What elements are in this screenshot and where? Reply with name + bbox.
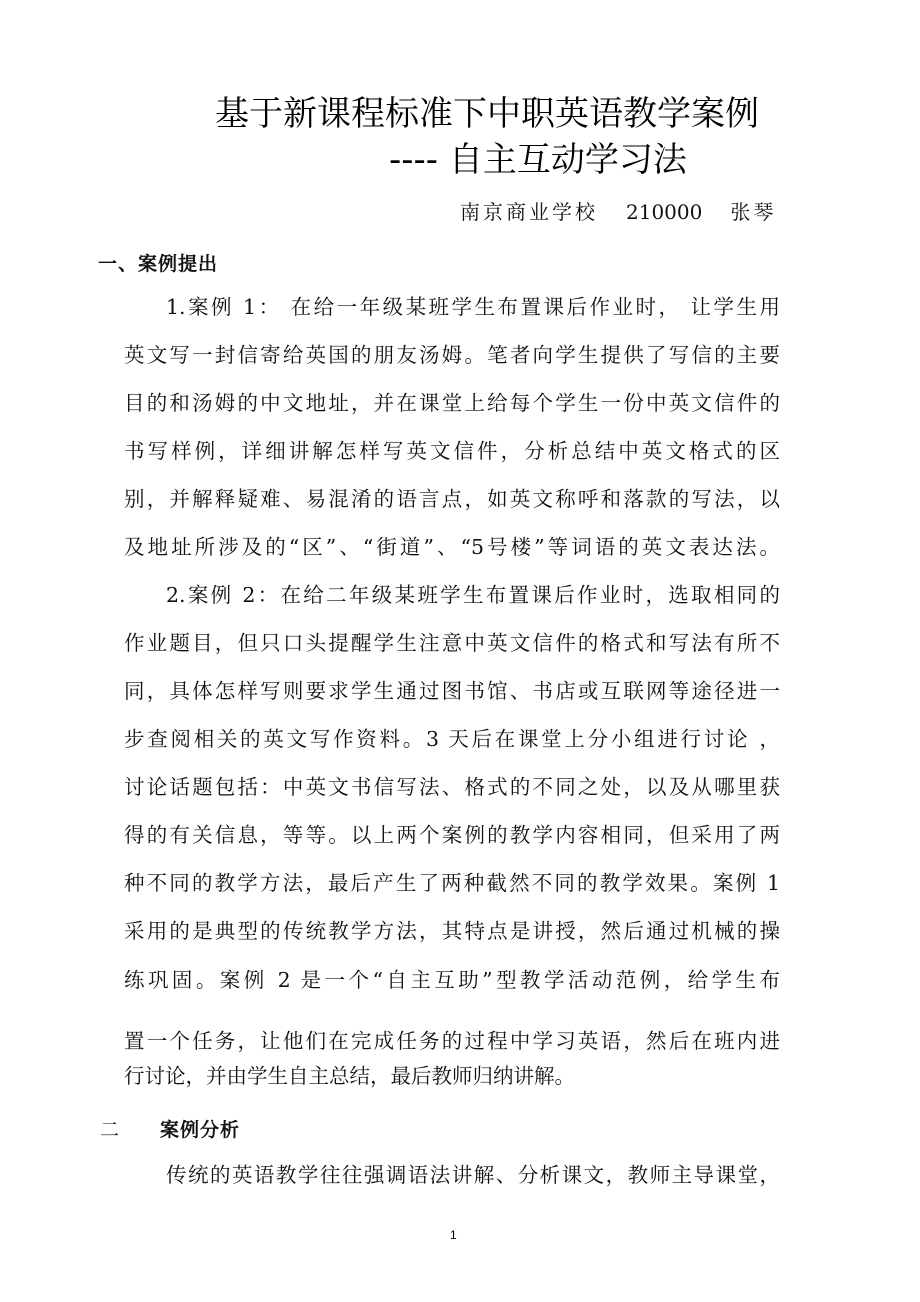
- paragraph-line: 讨论话题包括：中英文书信写法、格式的不同之处，以及从哪里获: [124, 775, 780, 799]
- paragraph-line: 同，具体怎样写则要求学生通过图书馆、书店或互联网等途径进一: [124, 679, 780, 703]
- paragraph-line: 得的有关信息，等等。以上两个案例的教学内容相同，但采用了两: [124, 823, 780, 847]
- paragraph-line: 及地址所涉及的“区”、“街道”、“5号楼”等词语的英文表达法。: [124, 535, 780, 559]
- paragraph-line: 目的和汤姆的中文地址，并在课堂上给每个学生一份中英文信件的: [124, 391, 780, 415]
- paragraph-line: 1.案例 1： 在给一年级某班学生布置课后作业时， 让学生用: [166, 295, 780, 319]
- paragraph-line: 采用的是典型的传统教学方法，其特点是讲授，然后通过机械的操: [124, 919, 780, 943]
- author-school: 南京商业学校: [460, 200, 598, 224]
- author-line: [460, 196, 776, 225]
- paragraph-line: 英文写一封信寄给英国的朋友汤姆。笔者向学生提供了写信的主要: [124, 343, 780, 367]
- document-title: 基于新课程标准下中职英语教学案例: [215, 94, 759, 134]
- paragraph-line: 步查阅相关的英文写作资料。3 天后在课堂上分小组进行讨论 ，: [124, 727, 780, 751]
- paragraph-line: 别，并解释疑难、易混淆的语言点，如英文称呼和落款的写法，以: [124, 487, 780, 511]
- paragraph-line: 练巩固。案例 2 是一个“自主互助”型教学活动范例，给学生布: [124, 968, 780, 992]
- author-postcode: 210000: [626, 200, 703, 224]
- section-number-2: 二: [100, 1119, 121, 1141]
- section-heading-1: 一、案例提出: [98, 253, 219, 275]
- paragraph-line: 作业题目，但只口头提醒学生注意中英文信件的格式和写法有所不: [124, 631, 780, 655]
- paragraph-line: 行讨论，并由学生自主总结，最后教师归纳讲解。: [124, 1064, 575, 1088]
- section-heading-2: 案例分析: [160, 1119, 241, 1141]
- page-number: 1: [450, 1228, 457, 1242]
- author-name: 张琴: [730, 200, 777, 224]
- paragraph-line: 种不同的教学方法，最后产生了两种截然不同的教学效果。案例 1: [124, 871, 780, 895]
- paragraph-line: 书写样例，详细讲解怎样写英文信件，分析总结中英文格式的区: [124, 439, 780, 463]
- document-subtitle: ---- 自主互动学习法: [389, 140, 687, 180]
- paragraph-line: 传统的英语教学往往强调语法讲解、分析课文，教师主导课堂，: [166, 1163, 780, 1187]
- paragraph-line: 置一个任务，让他们在完成任务的过程中学习英语，然后在班内进: [124, 1029, 780, 1053]
- paragraph-line: 2.案例 2：在给二年级某班学生布置课后作业时，选取相同的: [166, 583, 780, 607]
